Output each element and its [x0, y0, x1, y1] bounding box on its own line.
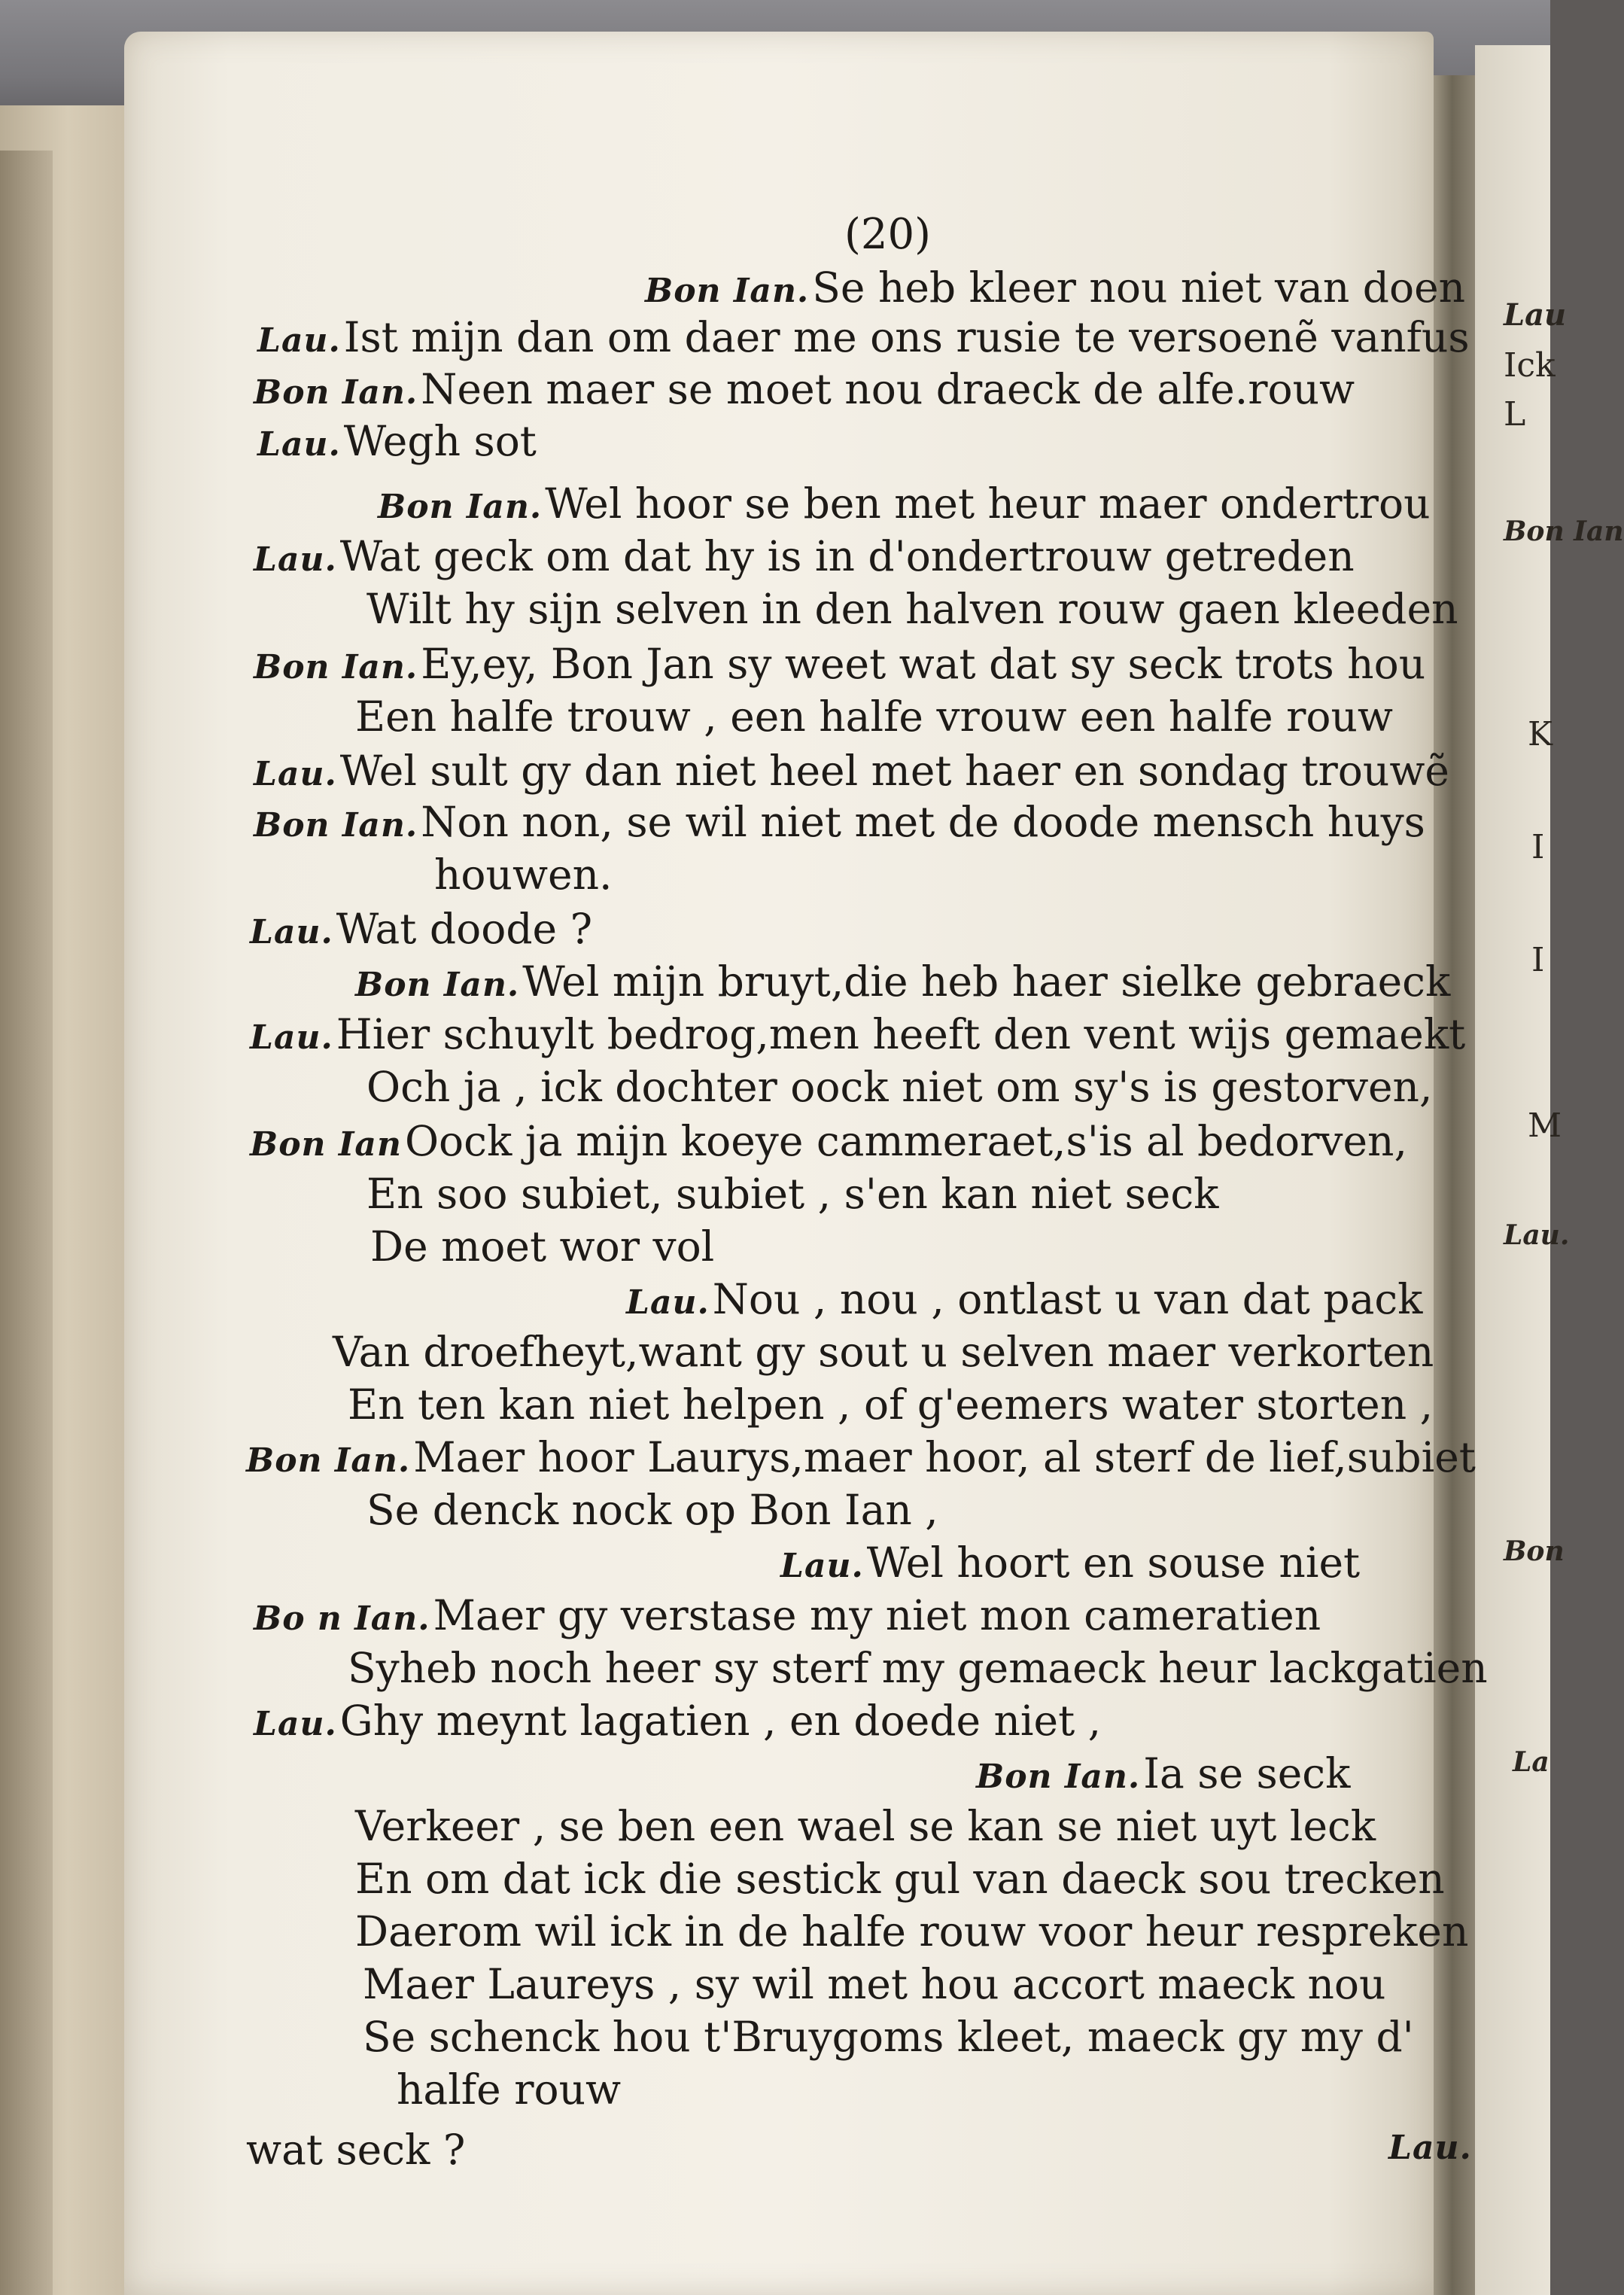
- text-line: [257, 313, 1470, 365]
- line-text: wat seck ?: [246, 2126, 466, 2174]
- line-text: Ghy meynt lagatien , en doede niet ,: [339, 1697, 1102, 1745]
- line-text: En om dat ick die sestick gul van daeck sou trecken: [355, 1855, 1445, 1903]
- text-line: [254, 1697, 1101, 1749]
- text-line: [246, 1433, 1476, 1485]
- line-text: Wat doode ?: [336, 905, 593, 953]
- facing-page-fragment: Lau: [1504, 297, 1567, 333]
- line-text: houwen.: [434, 851, 613, 899]
- speaker-label: Lau.: [780, 1547, 864, 1585]
- text-line: [250, 1117, 1407, 1169]
- line-text: Wel hoor se ben met heur maer ondertrou: [545, 479, 1431, 528]
- line-text: Wel sult gy dan niet heel met haer en sondag trouwẽ: [339, 747, 1449, 795]
- text-line: [397, 2065, 621, 2114]
- line-text: Nou , nou , ontlast u van dat pack: [712, 1275, 1423, 1323]
- facing-page-fragment: Lau.: [1504, 1219, 1570, 1251]
- text-line: [355, 692, 1393, 741]
- line-text: Een halfe trouw , een halfe vrouw een halfe rouw: [355, 692, 1394, 741]
- text-line: [254, 365, 1355, 417]
- line-text: Maer gy verstase my niet mon cameratien: [433, 1591, 1321, 1639]
- text-line: [355, 957, 1450, 1009]
- text-line: [366, 1063, 1432, 1111]
- facing-page-fragment: Bon: [1504, 1536, 1565, 1567]
- speaker-label: Bon Ian.: [645, 272, 810, 310]
- speaker-label: Lau.: [257, 321, 341, 360]
- line-text: Oock ja mijn koeye cammeraet,s'is al bedorven,: [404, 1117, 1407, 1165]
- text-line: [366, 585, 1458, 633]
- text-line: [348, 1644, 1488, 1692]
- speaker-label: Bon Ian.: [254, 806, 418, 845]
- speaker-label: Lau.: [250, 913, 333, 951]
- text-line: [254, 1591, 1321, 1643]
- text-line: [254, 532, 1355, 584]
- speaker-label: Lau.: [254, 540, 337, 579]
- text-line: [254, 640, 1425, 692]
- line-text: Syheb noch heer sy sterf my gemaeck heur lackgatien: [348, 1644, 1488, 1692]
- line-text: Wel hoort en souse niet: [866, 1539, 1361, 1587]
- facing-page-fragment: Bon Ian: [1504, 516, 1624, 547]
- text-line: [626, 1275, 1423, 1327]
- line-text: Wegh sot: [343, 417, 537, 465]
- facing-page-fragment: I: [1531, 941, 1545, 979]
- text-line: [363, 1960, 1385, 2008]
- text-line: [363, 2013, 1414, 2061]
- text-line: [257, 417, 537, 469]
- text-line: [250, 1010, 1465, 1062]
- facing-page-fragment: I: [1531, 828, 1545, 866]
- line-text: Ey,ey, Bon Jan sy weet wat dat sy seck trots hou: [421, 640, 1426, 688]
- line-text: En soo subiet, subiet , s'en kan niet seck: [366, 1170, 1219, 1218]
- text-line: [348, 1380, 1433, 1429]
- line-text: Van droefheyt,want gy sout u selven maer verkorten: [333, 1328, 1434, 1376]
- line-text: Wat geck om dat hy is in d'ondertrouw getreden: [339, 532, 1355, 580]
- text-line: [254, 747, 1449, 799]
- line-text: halfe rouw: [397, 2065, 622, 2114]
- speaker-label: Lau.: [254, 1705, 337, 1743]
- line-text: Neen maer se moet nou draeck de alfe.rouw: [421, 365, 1355, 413]
- facing-page-fragment: M: [1528, 1106, 1562, 1145]
- facing-page-fragment: L: [1504, 395, 1526, 434]
- line-text: De moet wor vol: [370, 1222, 715, 1271]
- speaker-label: Lau.: [254, 755, 337, 793]
- text-line: [355, 1855, 1445, 1903]
- speaker-label: Lau.: [257, 425, 341, 464]
- text-line: [254, 798, 1425, 850]
- text-line: [355, 1907, 1468, 1956]
- line-text: Se schenck hou t'Bruygoms kleet, maeck gy my d': [363, 2013, 1414, 2061]
- text-line: [366, 1486, 938, 1534]
- speaker-label: Bon Ian.: [254, 648, 418, 686]
- text-line: [976, 1749, 1350, 1801]
- speaker-label: Lau.: [626, 1283, 710, 1322]
- cover-edge: [0, 151, 53, 2295]
- speaker-label: Bon Ian.: [246, 1441, 411, 1480]
- line-text: Se heb kleer nou niet van doen: [812, 263, 1466, 312]
- line-text: Wel mijn bruyt,die heb haer sielke gebraeck: [522, 957, 1451, 1006]
- text-line: [780, 1539, 1360, 1590]
- page-number: (20): [844, 210, 931, 259]
- speaker-label: Bon Ian: [250, 1125, 402, 1164]
- speaker-label: Bon Ian.: [378, 488, 543, 526]
- text-line: [250, 905, 592, 957]
- text-line: [370, 1222, 714, 1271]
- facing-page-fragment: La: [1513, 1746, 1549, 1778]
- line-text: Hier schuylt bedrog,men heeft den vent wijs gemaekt: [336, 1010, 1466, 1058]
- line-text: Verkeer , se ben een wael se kan se niet uyt leck: [355, 1802, 1376, 1850]
- line-text: En ten kan niet helpen , of g'eemers water storten ,: [348, 1380, 1434, 1429]
- text-line: [246, 2126, 465, 2174]
- facing-page-fragment: Ick: [1504, 346, 1556, 385]
- line-text: Och ja , ick dochter oock niet om sy's is gestorven,: [366, 1063, 1433, 1111]
- book-page: [124, 32, 1488, 2295]
- facing-page-fragment: K: [1528, 715, 1553, 753]
- line-text: Non non, se wil niet met de doode mensch huys: [421, 798, 1425, 846]
- text-line: [355, 1802, 1376, 1850]
- speaker-label: Bon Ian.: [254, 373, 418, 412]
- line-text: Se denck nock op Bon Ian ,: [366, 1486, 938, 1534]
- line-text: Daerom wil ick in de halfe rouw voor heur respreken: [355, 1907, 1469, 1956]
- text-line: [366, 1170, 1218, 1218]
- line-text: Maer Laureys , sy wil met hou accort maeck nou: [363, 1960, 1386, 2008]
- line-text: Maer hoor Laurys,maer hoor, al sterf de lief,subiet: [413, 1433, 1476, 1481]
- text-line: [434, 851, 613, 899]
- line-text: Ist mijn dan om daer me ons rusie te versoenẽ vanfus: [343, 313, 1470, 361]
- line-text: Wilt hy sijn selven in den halven rouw gaen kleeden: [366, 585, 1458, 633]
- catchword: Lau.: [1388, 2129, 1472, 2167]
- text-line: [378, 479, 1431, 531]
- speaker-label: Bo n Ian.: [254, 1599, 430, 1638]
- text-line: [333, 1328, 1434, 1376]
- line-text: Ia se seck: [1143, 1749, 1351, 1797]
- book-gutter: [1434, 75, 1475, 2295]
- speaker-label: Bon Ian.: [976, 1758, 1141, 1796]
- speaker-label: Lau.: [250, 1018, 333, 1057]
- speaker-label: Bon Ian.: [355, 966, 520, 1004]
- text-line: [645, 263, 1465, 315]
